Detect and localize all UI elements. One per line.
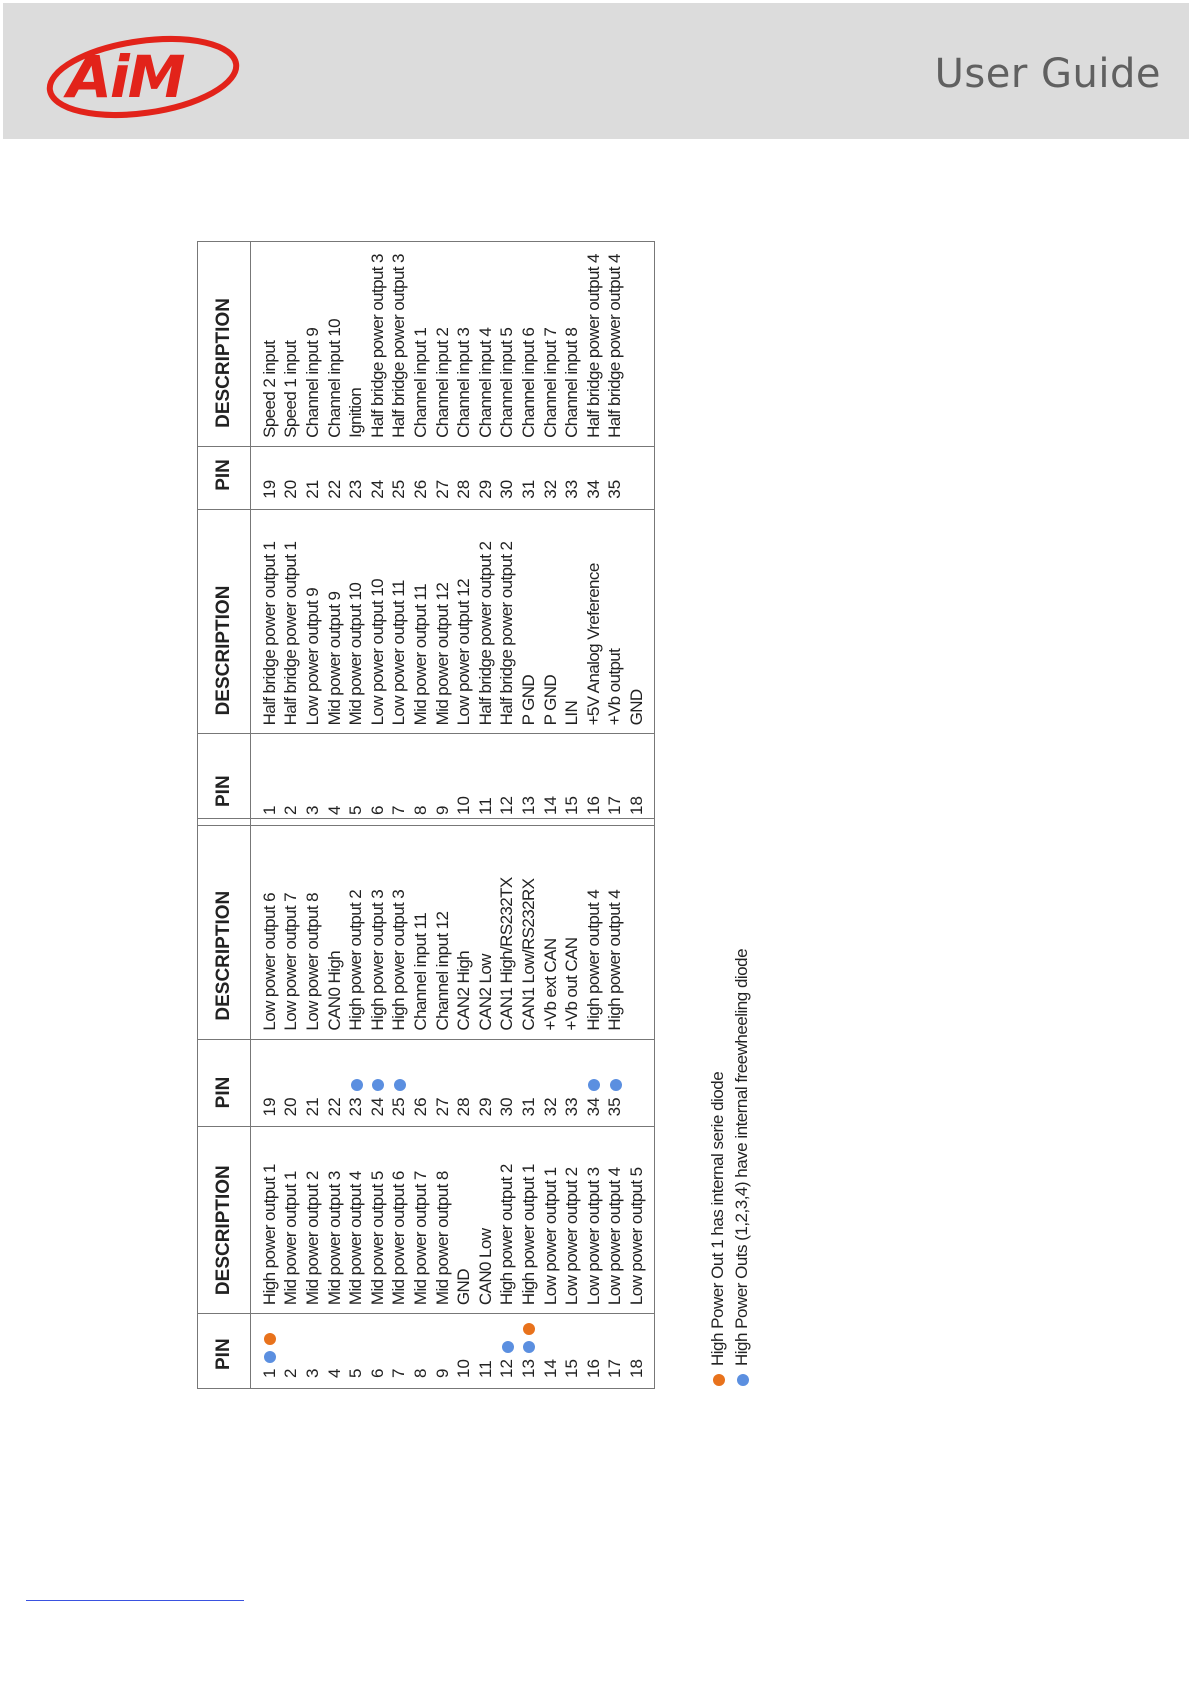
pin-description: CAN1 High/RS232TX [497,819,519,1040]
pin-number: 7 [389,1314,411,1389]
blue-dot-icon [264,1351,276,1363]
pin-number: 30 [497,446,519,509]
orange-dot-icon [713,1374,725,1386]
legend-blue: High Power Outs (1,2,3,4) have internal freewheeling diode [730,949,754,1386]
pin-number: 6 [367,1314,389,1389]
pin-number: 3 [302,1314,324,1389]
pin-description: Low power output 5 [626,1127,654,1314]
pin-number: 34 [583,1039,605,1127]
pin-number: 5 [345,1314,367,1389]
pin-number: 1 [251,1314,281,1389]
pin-number: 2 [281,1314,303,1389]
table-row [497,242,519,826]
table-row [251,819,281,1389]
pin-number: 6 [367,734,389,826]
pinout-table-left [197,818,655,1389]
table-row [367,242,389,826]
table-row [518,819,540,1389]
pin-number: 26 [410,446,432,509]
col-header-description: DESCRIPTION [198,1127,251,1314]
pin-description: Channel input 12 [432,819,454,1040]
pin-description: Half bridge power output 1 [251,509,281,734]
pin-description: GND [626,509,654,734]
pin-number: 25 [389,446,411,509]
orange-dot-icon [523,1323,535,1335]
pin-number: 11 [475,1314,497,1389]
pin-description: LIN [561,509,583,734]
pin-number: 35 [605,1039,627,1127]
pin-number: 7 [389,734,411,826]
table-row [410,242,432,826]
pin-number: 31 [518,446,540,509]
col-header-pin: PIN [198,446,251,509]
pin-description: Half bridge power output 3 [367,242,389,447]
table-row [410,819,432,1389]
pin-description: Low power output 9 [302,509,324,734]
svg-text:AiM: AiM [67,43,184,111]
pin-number: 29 [475,1039,497,1127]
table-row [540,242,562,826]
pin-number: 23 [345,1039,367,1127]
pin-description: High power output 1 [251,1127,281,1314]
pin-number: 22 [324,446,346,509]
pin-description: Low power output 2 [561,1127,583,1314]
pin-description: +Vb out CAN [561,819,583,1040]
pin-number: 19 [251,1039,281,1127]
table-row [389,819,411,1389]
pin-description: High power output 4 [583,819,605,1040]
table-row [540,819,562,1389]
pin-number: 24 [367,446,389,509]
pin-description: Mid power output 6 [389,1127,411,1314]
pin-description: Half bridge power output 4 [605,242,627,447]
pin-number: 32 [540,446,562,509]
pin-description: Mid power output 11 [410,509,432,734]
pin-number: 29 [475,446,497,509]
table-row [605,242,627,826]
pin-number: 21 [302,446,324,509]
blue-dot-icon [588,1079,600,1091]
pin-number: 18 [626,1314,654,1389]
pin-description: CAN2 High [453,819,475,1040]
pin-number: 28 [453,1039,475,1127]
pin-description: GND [453,1127,475,1314]
pin-description: Mid power output 4 [345,1127,367,1314]
col-header-pin: PIN [198,1039,251,1127]
col-header-description: DESCRIPTION [198,509,251,734]
pin-number: 32 [540,1039,562,1127]
pin-description: Channel input 6 [518,242,540,447]
header-title: User Guide [934,51,1161,97]
pin-description: Low power output 11 [389,509,411,734]
pin-description: High power output 4 [605,819,627,1040]
pin-number: 12 [497,734,519,826]
table-row [518,242,540,826]
pin-description: High power output 1 [518,1127,540,1314]
pin-number: 13 [518,734,540,826]
pin-number: 4 [324,734,346,826]
pin-number: 12 [497,1314,519,1389]
pin-description: Channel input 10 [324,242,346,447]
pin-description: Low power output 3 [583,1127,605,1314]
pin-description: Half bridge power output 3 [389,242,411,447]
pin-number: 14 [540,1314,562,1389]
table-row [324,819,346,1389]
col-header-description: DESCRIPTION [198,819,251,1040]
table-row [475,242,497,826]
pin-description: Channel input 5 [497,242,519,447]
pin-description: Mid power output 10 [345,509,367,734]
pin-description: Channel input 11 [410,819,432,1040]
table-row [561,242,583,826]
pin-number [626,446,654,509]
pin-number: 24 [367,1039,389,1127]
pin-number: 11 [475,734,497,826]
table-row [345,242,367,826]
blue-dot-icon [372,1079,384,1091]
pin-description: Low power output 12 [453,509,475,734]
pin-description: High power output 2 [345,819,367,1040]
table-row [281,242,303,826]
table-row [281,819,303,1389]
pin-description: Mid power output 12 [432,509,454,734]
col-header-pin: PIN [198,734,251,826]
pin-description: Half bridge power output 1 [281,509,303,734]
table-row [432,242,454,826]
pin-description: Mid power output 3 [324,1127,346,1314]
pin-description: Channel input 9 [302,242,324,447]
pin-description: High power output 3 [367,819,389,1040]
pin-description: CAN1 Low/RS232RX [518,819,540,1040]
table-row [497,819,519,1389]
pin-number: 27 [432,446,454,509]
page-header [3,3,1189,139]
pin-number: 33 [561,1039,583,1127]
blue-dot-icon [610,1079,622,1091]
table-row [432,819,454,1389]
pin-number: 30 [497,1039,519,1127]
pin-description: CAN2 Low [475,819,497,1040]
pin-number: 2 [281,734,303,826]
diode-legend [706,949,754,1386]
pin-description: CAN0 Low [475,1127,497,1314]
pin-description: Channel input 3 [453,242,475,447]
pin-number: 21 [302,1039,324,1127]
pin-number: 26 [410,1039,432,1127]
col-header-description: DESCRIPTION [198,242,251,447]
pin-number: 1 [251,734,281,826]
pin-number: 17 [605,1314,627,1389]
pin-description: P GND [518,509,540,734]
table-row [583,242,605,826]
table-row [626,819,654,1389]
pin-description: Low power output 1 [540,1127,562,1314]
table-row [561,819,583,1389]
pin-description: Half bridge power output 4 [583,242,605,447]
table-row [453,819,475,1389]
pin-number: 34 [583,446,605,509]
table-row [345,819,367,1389]
pin-description: Low power output 8 [302,819,324,1040]
pin-description: Mid power output 2 [302,1127,324,1314]
pin-description [626,819,654,1040]
orange-dot-icon [264,1333,276,1345]
pin-description: Mid power output 8 [432,1127,454,1314]
pin-number: 13 [518,1314,540,1389]
pin-number: 15 [561,734,583,826]
blue-dot-icon [737,1374,749,1386]
table-row [302,819,324,1389]
pin-description: Mid power output 5 [367,1127,389,1314]
pin-number [626,1039,654,1127]
pin-description: Low power output 4 [605,1127,627,1314]
pin-number: 33 [561,446,583,509]
pin-description: Low power output 7 [281,819,303,1040]
pin-number: 22 [324,1039,346,1127]
blue-dot-icon [351,1079,363,1091]
pin-number: 18 [626,734,654,826]
pinout-table-right [197,241,655,826]
pin-description: CAN0 High [324,819,346,1040]
pin-description: Mid power output 9 [324,509,346,734]
pin-number: 35 [605,446,627,509]
table-row [389,242,411,826]
pin-description: Ignition [345,242,367,447]
pin-number: 9 [432,1314,454,1389]
pin-number: 14 [540,734,562,826]
pin-description: Channel input 8 [561,242,583,447]
pin-number: 15 [561,1314,583,1389]
table-row [453,242,475,826]
pin-description: P GND [540,509,562,734]
pin-description: Channel input 4 [475,242,497,447]
table-row [367,819,389,1389]
pin-number: 17 [605,734,627,826]
pin-number: 20 [281,1039,303,1127]
footer-link-line [26,1600,244,1601]
pin-description: High power output 3 [389,819,411,1040]
table-row [475,819,497,1389]
table-row [302,242,324,826]
pin-number: 16 [583,734,605,826]
pin-description: Mid power output 1 [281,1127,303,1314]
pin-number: 10 [453,734,475,826]
blue-dot-icon [394,1079,406,1091]
blue-dot-icon [502,1341,514,1353]
pin-number: 31 [518,1039,540,1127]
pin-number: 16 [583,1314,605,1389]
pin-number: 28 [453,446,475,509]
pin-number: 23 [345,446,367,509]
pin-number: 27 [432,1039,454,1127]
table-row [324,242,346,826]
pin-number: 8 [410,1314,432,1389]
pin-number: 19 [251,446,281,509]
pin-number: 8 [410,734,432,826]
aim-logo [43,31,243,121]
pin-description [626,242,654,447]
table-row [605,819,627,1389]
pin-description: High power output 2 [497,1127,519,1314]
pin-description: +5V Analog Vreference [583,509,605,734]
table-row [251,242,281,826]
pin-number: 9 [432,734,454,826]
pin-number: 25 [389,1039,411,1127]
blue-dot-icon [523,1341,535,1353]
table-row [583,819,605,1389]
pin-number: 10 [453,1314,475,1389]
pin-number: 4 [324,1314,346,1389]
pin-number: 5 [345,734,367,826]
pin-description: Half bridge power output 2 [497,509,519,734]
pin-description: Speed 2 input [251,242,281,447]
col-header-pin: PIN [198,1314,251,1389]
pin-number: 3 [302,734,324,826]
pin-description: Low power output 10 [367,509,389,734]
pin-description: Speed 1 input [281,242,303,447]
pin-description: Mid power output 7 [410,1127,432,1314]
pin-description: Channel input 2 [432,242,454,447]
table-row [626,242,654,826]
pin-description: +Vb ext CAN [540,819,562,1040]
pin-description: Channel input 7 [540,242,562,447]
pin-description: +Vb output [605,509,627,734]
pin-description: Channel input 1 [410,242,432,447]
pin-description: Low power output 6 [251,819,281,1040]
pin-description: Half bridge power output 2 [475,509,497,734]
legend-orange: High Power Out 1 has internal serie diode [706,949,730,1386]
pin-number: 20 [281,446,303,509]
